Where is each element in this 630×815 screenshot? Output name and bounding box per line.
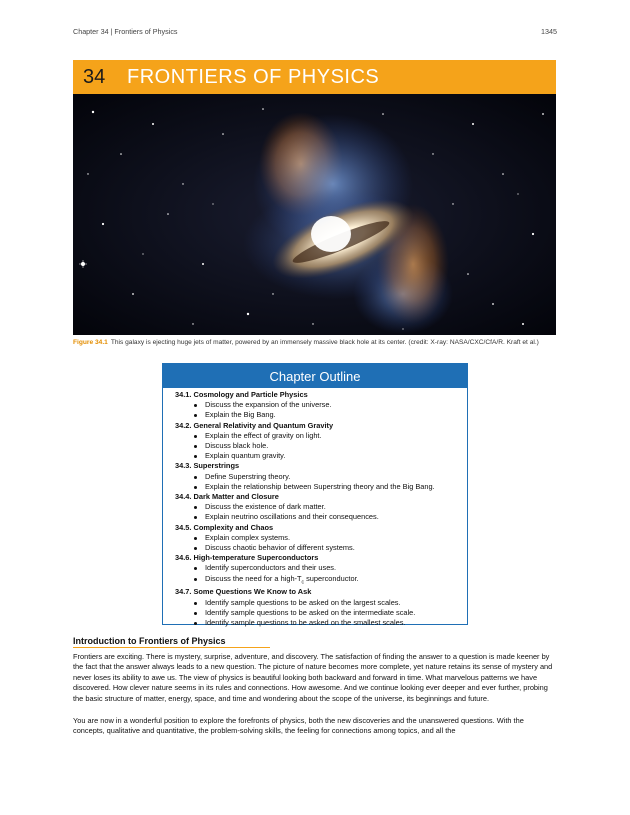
intro-heading: Introduction to Frontiers of Physics (73, 636, 226, 646)
page-number: 1345 (541, 27, 557, 36)
tc-text-end: superconductor. (306, 573, 359, 583)
outline-section-title[interactable]: 34.3. Superstrings (175, 461, 240, 471)
outline-section-title[interactable]: 34.5. Complexity and Chaos (175, 522, 274, 532)
intro-paragraph: You are now in a wonderful position to explore the forefronts of physics, both the new discoveries and the unanswered questions. With the concepts, qualitative and quantitative, the problem-solving skills, the feeling for connections among topics, and all the (73, 716, 524, 736)
galaxy-image (73, 94, 556, 335)
outline-objective: Explain the Big Bang. (175, 410, 467, 420)
chapter-running-title: Chapter 34 | Frontiers of Physics (73, 27, 178, 36)
outline-objective-tc (175, 574, 467, 588)
intro-paragraph: Frontiers are exciting. There is mystery, surprise, adventure, and discovery. The satisfaction of finding the answer to a question is made keener by the fact that the answer always leads to a new question. The picture of nature becomes more complete, yet nature retains its sense of mystery and never loses its ability to awe us. The view of physics is beautiful looking both backward and forward in time. What marvelous patterns we have discovered. How clever nature seems in its rules and connections. How awesome. And we continue looking ever deeper and ever further, probing the basic structure of matter, energy, space, and time and wondering about the scope of the universe, its beginnings and future. (73, 652, 553, 703)
figure-label: Figure 34.1 (73, 339, 108, 346)
outline-objective: Explain complex systems. (175, 533, 467, 543)
outline-objective: Explain the relationship between Superstring theory and the Big Bang. (175, 482, 467, 492)
running-header (73, 27, 557, 36)
outline-objective: Discuss the expansion of the universe. (175, 400, 467, 410)
figure-caption-text: This galaxy is ejecting huge jets of matter, powered by an immensely massive black hole at its center. (credit: X-ray: NASA/CXC/CfA/R. Kraft et al.) (110, 339, 539, 346)
chapter-outline-heading: Chapter Outline (163, 364, 467, 388)
chapter-banner (73, 60, 556, 94)
tc-subscript: c (301, 579, 305, 586)
outline-objective: Identify sample questions to be asked on the smallest scales. (175, 618, 467, 628)
outline-objective: Define Superstring theory. (175, 472, 467, 482)
chapter-title: FRONTIERS OF PHYSICS (127, 65, 380, 88)
outline-objective: Discuss chaotic behavior of different systems. (175, 543, 467, 553)
outline-objective: Explain neutrino oscillations and their consequences. (175, 512, 467, 522)
chapter-number: 34 (83, 65, 106, 88)
outline-section-title[interactable]: 34.7. Some Questions We Know to Ask (175, 587, 312, 597)
outline-objective: Discuss the existence of dark matter. (175, 502, 467, 512)
outline-objective: Identify sample questions to be asked on the intermediate scale. (175, 608, 467, 618)
figure-caption (73, 338, 556, 347)
outline-objective: Identify superconductors and their uses. (175, 563, 467, 573)
chapter-outline-list (163, 388, 467, 628)
outline-objective: Identify sample questions to be asked on the largest scales. (175, 598, 467, 608)
outline-section-title[interactable]: 34.6. High-temperature Superconductors (175, 553, 319, 563)
outline-section-title[interactable]: 34.4. Dark Matter and Closure (175, 492, 279, 502)
intro-heading-underline (73, 647, 270, 648)
outline-section-title[interactable]: 34.1. Cosmology and Particle Physics (175, 390, 308, 399)
outline-objective: Explain the effect of gravity on light. (175, 431, 467, 441)
chapter-outline-box (162, 363, 468, 625)
outline-section-title[interactable]: 34.2. General Relativity and Quantum Gravity (175, 420, 334, 430)
outline-objective: Discuss black hole. (175, 441, 467, 451)
tc-text: Discuss the need for a high-T (205, 573, 302, 583)
outline-objective: Explain quantum gravity. (175, 451, 467, 461)
galaxy-illustration (73, 94, 556, 335)
